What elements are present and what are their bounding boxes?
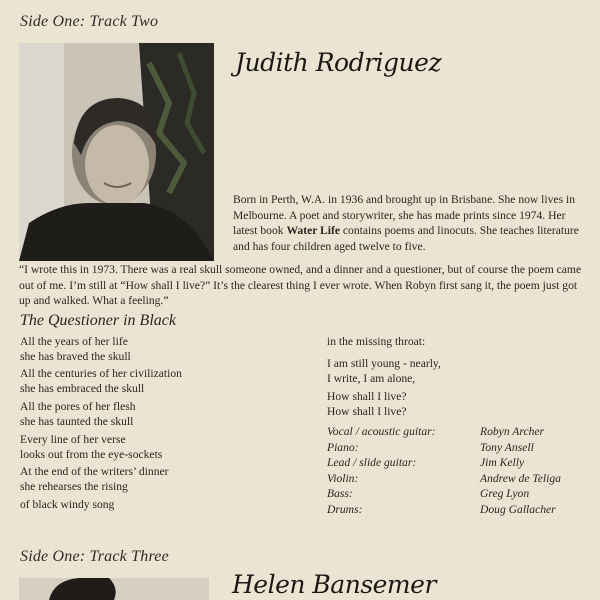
poem-line: All the years of her life (20, 335, 128, 348)
poem-line: she rehearses the rising (20, 480, 128, 494)
poem-line: of black windy song (20, 498, 115, 511)
track-heading-2: Side One: Track Three (20, 548, 169, 565)
track-heading: Side One: Track Two (20, 13, 159, 30)
credit-role: Violin: (327, 471, 359, 485)
credits-list (327, 424, 561, 518)
credit-name: Doug Gallacher (480, 502, 556, 516)
credit-role: Piano: (327, 440, 359, 454)
bio-text-2: contains poems and linocuts. She teaches literature and has four children aged twelve to five. (233, 224, 579, 253)
credit-name: Jim Kelly (480, 456, 525, 470)
poem-line: she has braved the skull (20, 350, 131, 364)
artist-name: Judith Rodriguez (235, 48, 442, 77)
artist-photo (19, 43, 214, 261)
poem-line: I write, I am alone, (327, 372, 416, 386)
credit-role: Lead / slide guitar: (327, 456, 417, 470)
credit-row (327, 440, 561, 456)
credit-role: Vocal / acoustic guitar: (327, 425, 436, 438)
poem-stanza (20, 497, 114, 512)
poem-stanza (20, 399, 136, 429)
artist-name-2: Helen Bansemer (232, 570, 436, 599)
poem-stanza (327, 356, 441, 386)
credit-role: Bass: (327, 487, 353, 501)
poem-line: she has taunted the skull (20, 415, 134, 429)
poem-stanza (20, 366, 182, 396)
poem-line: Every line of her verse (20, 433, 126, 446)
bio-text-1: Born in Perth, W.A. in 1936 and brought up in Brisbane. She now lives in Melbourne. A poet and storywriter, she has made prints since 1974. Her latest book (233, 193, 575, 238)
credit-name: Greg Lyon (480, 487, 530, 501)
credit-row (327, 455, 561, 471)
poem-stanza (20, 464, 169, 494)
credit-row (327, 502, 561, 518)
credit-name: Andrew de Teliga (480, 471, 561, 485)
credit-name: Robyn Archer (480, 425, 545, 438)
poem-line: All the pores of her flesh (20, 400, 136, 413)
poem-line: I am still young - nearly, (327, 357, 441, 370)
poem-stanza (20, 334, 131, 364)
poem-line: in the missing throat: (327, 335, 426, 348)
poem-line: How shall I live? (327, 390, 407, 403)
artist-photo-2 (19, 578, 209, 600)
poem-line: looks out from the eye-sockets (20, 448, 163, 462)
credit-role: Drums: (327, 502, 363, 516)
poem-line: How shall I live? (327, 405, 407, 419)
poem-stanza (20, 432, 162, 462)
book-title: Water Life (286, 224, 341, 238)
credit-name: Tony Ansell (480, 440, 534, 454)
artist-bio (233, 192, 588, 254)
poem-stanza (327, 334, 425, 349)
credit-row (327, 471, 561, 487)
credit-row (327, 486, 561, 502)
artist-quote: “I wrote this in 1973. There was a real skull someone owned, and a dinner and a questioner, but of course the poem came out of me. I’m still at “How shall I live?” It’s the clearest thing I ever wrote. When Robyn first sang it, the poem just got up and walked. What a feeling.” (19, 263, 582, 308)
poem-stanza (327, 389, 407, 419)
poem-line: All the centuries of her civilization (20, 367, 182, 380)
poem-line: she has embraced the skull (20, 382, 145, 396)
poem-title: The Questioner in Black (20, 312, 176, 329)
credit-row (327, 424, 561, 440)
poem-line: At the end of the writers’ dinner (20, 465, 169, 478)
